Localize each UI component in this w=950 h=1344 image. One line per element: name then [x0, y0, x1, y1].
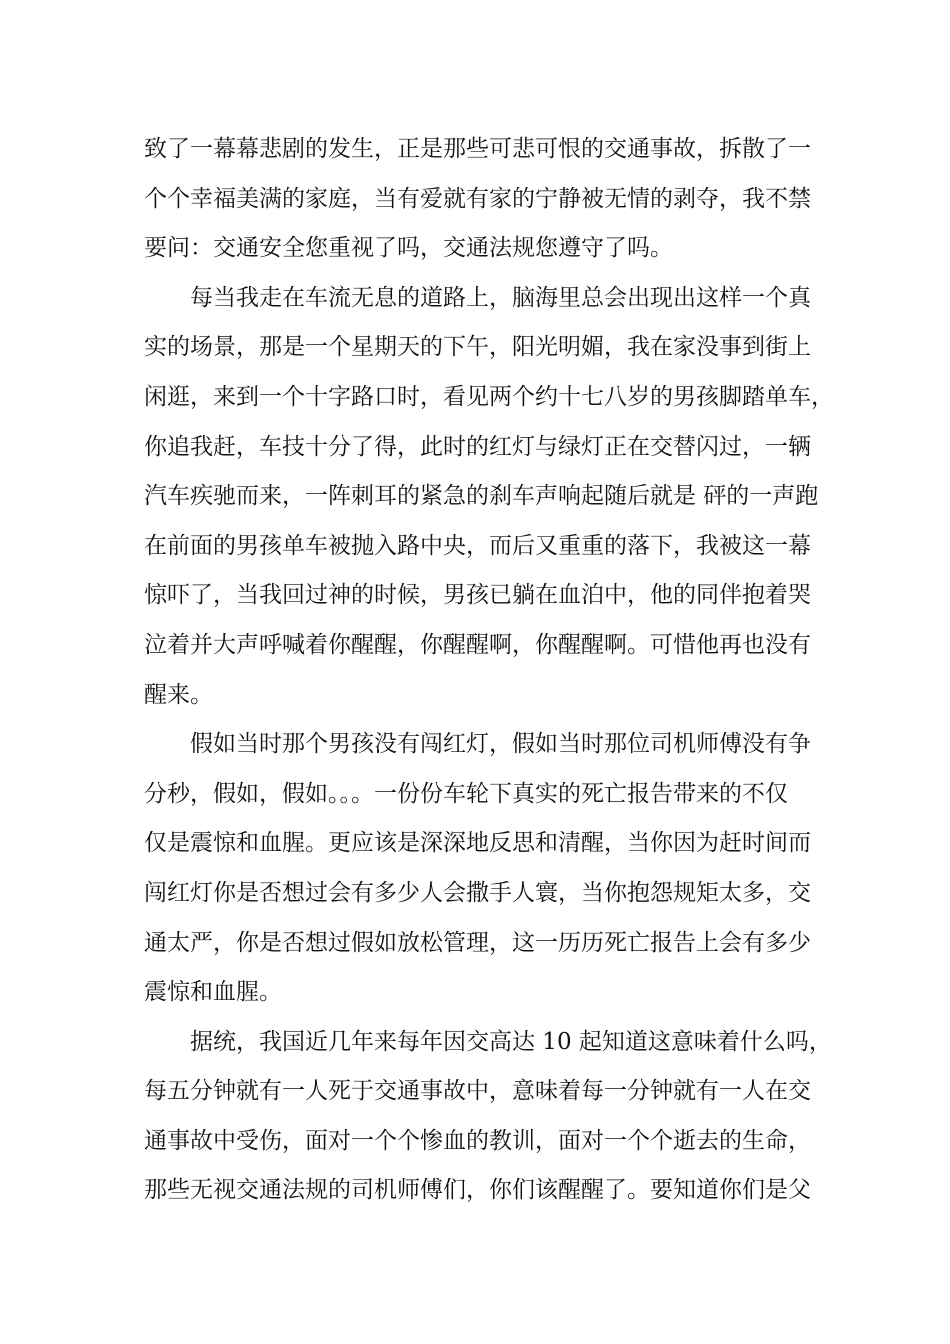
text-line: 通事故中受伤，面对一个个惨血的教训，面对一个个逝去的生命， [144, 1127, 811, 1154]
text-line: 闲逛，来到一个十字路口时，看见两个约十七八岁的男孩脚踏单车， [144, 383, 834, 410]
text-line: 闯红灯你是否想过会有多少人会撒手人寰，当你抱怨规矩太多，交 [144, 879, 811, 906]
text-line: 每当我走在车流无息的道路上，脑海里总会出现出这样一个真 [190, 284, 811, 311]
text-line: 在前面的男孩单车被抛入路中央，而后又重重的落下，我被这一幕 [144, 532, 811, 559]
body-text [144, 125, 834, 1216]
text-line: 每五分钟就有一人死于交通事故中，意味着每一分钟就有一人在交 [144, 1078, 811, 1105]
paragraph-4 [144, 1018, 832, 1216]
text-line: 仅是震惊和血腥。更应该是深深地反思和清醒，当你因为赶时间而 [144, 830, 811, 857]
text-line: 假如当时那个男孩没有闯红灯，假如当时那位司机师傅没有争 [190, 731, 811, 758]
paragraph-1 [144, 125, 816, 274]
text-line: 通太严，你是否想过假如放松管理，这一历历死亡报告上会有多少 [144, 929, 811, 956]
text-line: 醒来。 [144, 681, 213, 708]
paragraph-2 [144, 274, 834, 720]
paragraph-3 [144, 720, 816, 1018]
text-line: 你追我赶，车技十分了得，此时的红灯与绿灯正在交替闪过，一辆 [144, 433, 811, 460]
text-line: 个个幸福美满的家庭，当有爱就有家的宁静被无情的剥夺，我不禁 [144, 185, 811, 212]
text-line: 实的场景，那是一个星期天的下午，阳光明媚，我在家没事到街上 [144, 334, 811, 361]
text-line: 汽车疾驰而来，一阵刺耳的紧急的刹车声响起随后就是 砰的一声跑 [144, 483, 819, 510]
text-line: 分秒，假如，假如。。。一份份车轮下真实的死亡报告带来的不仅 [144, 780, 788, 807]
text-line: 惊吓了，当我回过神的时候，男孩已躺在血泊中，他的同伴抱着哭 [144, 582, 811, 609]
text-line: 震惊和血腥。 [144, 979, 282, 1006]
text-line: 据统，我国近几年来每年因交高达 10 起知道这意味着什么吗， [190, 1028, 832, 1055]
text-line: 那些无视交通法规的司机师傅们，你们该醒醒了。要知道你们是父 [144, 1177, 811, 1204]
text-line: 致了一幕幕悲剧的发生，正是那些可悲可恨的交通事故，拆散了一 [144, 136, 811, 162]
text-line: 要问：交通安全您重视了吗，交通法规您遵守了吗。 [144, 235, 673, 262]
text-line: 泣着并大声呼喊着你醒醒，你醒醒啊，你醒醒啊。可惜他再也没有 [144, 631, 811, 658]
